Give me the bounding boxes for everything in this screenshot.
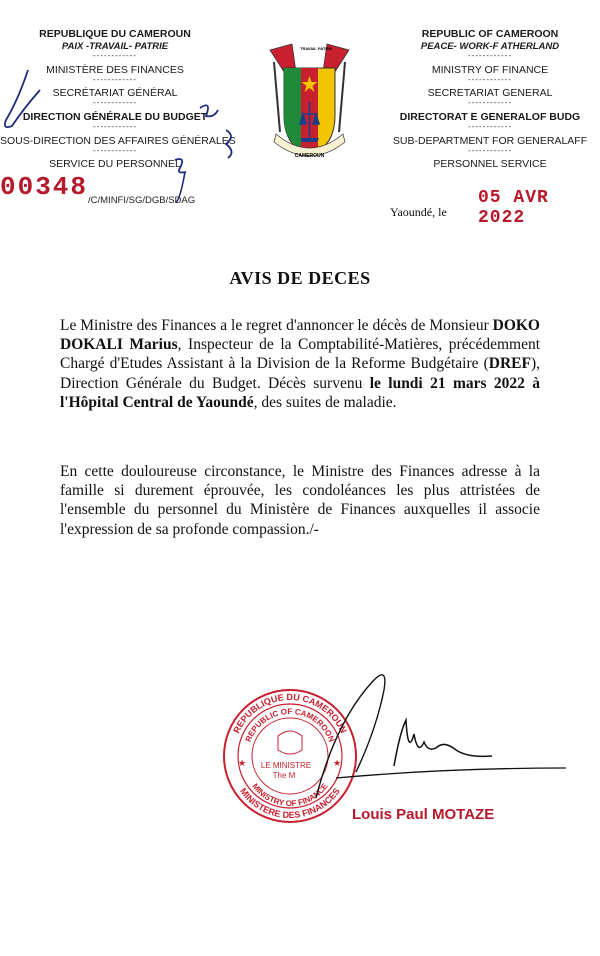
seal-outer-top: REPUBLIQUE DU CAMEROUN [231, 691, 349, 735]
seal-inner-bottom: MINISTRY OF FINANCE [250, 781, 330, 809]
place-label: Yaoundé, le [390, 205, 447, 219]
text-segment: , des suites de maladie. [253, 393, 397, 411]
divider: ------------ [93, 51, 137, 60]
date-stamp: 05 AVR 2022 [478, 188, 549, 228]
text-segment: Le Ministre des Finances a le regret d'annoncer le décès de Monsieur [60, 317, 493, 334]
divider: ------------ [468, 51, 512, 60]
paragraph-announcement [60, 316, 540, 412]
ministry-fr: MINISTÈRE DES FINANCES [46, 63, 184, 76]
paragraph-condolences: En cette douloureuse circonstance, le Ministre des Finances adresse à la famille si durement éprouvée, les condoléances les plus attristées de l'ensemble du personnel du Ministère de Finances auxquelles il associe l'expression de sa profonde compassion./- [60, 463, 540, 538]
signature-icon [296, 660, 576, 810]
coat-of-arms-icon [262, 42, 357, 172]
divider: ------------ [468, 98, 512, 108]
secretariat-fr: SECRÉTARIAT GÉNÉRAL [52, 87, 178, 100]
divider: ------------ [468, 74, 512, 84]
seal-inner-top: REPUBLIC OF CAMEROON [243, 706, 337, 744]
seal-label-2: The M [272, 771, 296, 780]
divider: ------------ [468, 122, 512, 132]
secretariat-en: SECRETARIAT GENERAL [427, 87, 553, 100]
document-title: AVIS DE DECES [229, 268, 371, 288]
motto-fr: PAIX -TRAVAIL- PATRIE [61, 41, 169, 53]
text-segment: ), Direction Générale du Budget. Décès survenu [60, 355, 540, 392]
death-date-place: le lundi 21 mars 2022 à l'Hôpital Central de Yaoundé [60, 374, 540, 411]
seal-label-1: LE MINISTRE [260, 761, 312, 770]
divider: ------------ [93, 145, 137, 155]
country-fr: REPUBLIQUE DU CAMEROUN [39, 28, 191, 40]
seal-outer-bottom: MINISTERE DES FINANCES [238, 786, 342, 821]
reference-code: /C/MINFI/SG/DGB/SDAG [88, 195, 196, 206]
division-acronym: DREF [488, 355, 531, 373]
emblem-label-right: PATRIE [318, 46, 333, 51]
divider: ------------ [468, 145, 512, 155]
subdirectorate-fr: SOUS-DIRECTION DES AFFAIRES GÉNÉRALES [0, 134, 236, 147]
directorate-en: DIRECTORAT E GENERALOF BUDG [399, 111, 581, 124]
ministry-en: MINISTRY OF FINANCE [431, 63, 549, 76]
divider: ------------ [93, 98, 137, 108]
directorate-fr: DIRECTION GÉNÉRALE DU BUDGET [22, 111, 208, 124]
emblem-label-bottom: CAMEROUN [294, 153, 325, 159]
divider: ------------ [93, 74, 137, 84]
emblem-label-left: TRAVAIL [300, 46, 317, 51]
service-fr: SERVICE DU PERSONNEL [49, 158, 181, 171]
seal-star: ★ [333, 758, 342, 768]
signatory-name: Louis Paul MOTAZE [352, 806, 495, 823]
service-en: PERSONNEL SERVICE [433, 158, 547, 171]
seal-star: ★ [238, 758, 247, 768]
reference-number: 00348 [0, 172, 89, 202]
subdepartment-en: SUB-DEPARTMENT FOR GENERALAFF [392, 134, 588, 147]
divider: ------------ [93, 122, 137, 132]
country-en: REPUBLIC OF CAMEROON [421, 28, 559, 40]
header-right [380, 28, 600, 172]
motto-en: PEACE- WORK-F ATHERLAND [420, 41, 560, 53]
deceased-name: DOKO DOKALI Marius [60, 317, 540, 354]
text-segment: , Inspecteur de la Comptabilité-Matières, précédemment Chargé d'Etudes Assistant à la Division de la Reforme Budgétaire ( [60, 336, 541, 373]
